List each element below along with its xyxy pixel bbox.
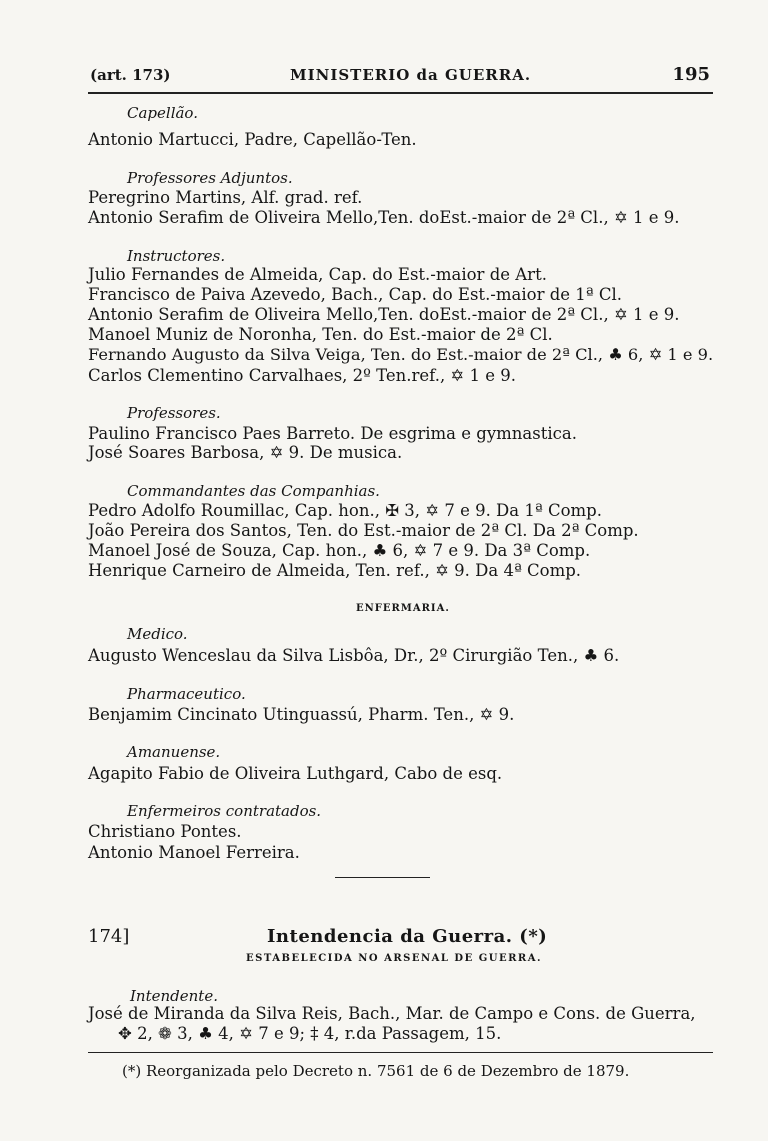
role-heading: Amanuense. — [127, 743, 221, 761]
entry-line: João Pereira dos Santos, Ten. do Est.-maior de 2ª Cl. Da 2ª Comp. — [88, 521, 639, 540]
header-title: MINISTERIO da GUERRA. — [290, 66, 532, 84]
entry-line: Benjamim Cincinato Utinguassú, Pharm. Ten., ✡ 9. — [88, 705, 515, 724]
role-heading: Enfermeiros contratados. — [127, 802, 322, 820]
header-rule — [88, 92, 713, 94]
role-heading: Commandantes das Companhias. — [127, 482, 380, 500]
entry-line: Henrique Carneiro de Almeida, Ten. ref., ✡ 9. Da 4ª Comp. — [88, 561, 582, 580]
role-heading: Pharmaceutico. — [127, 685, 246, 703]
entry-line: José de Miranda da Silva Reis, Bach., Mar. de Campo e Cons. de Guerra, — [88, 1004, 696, 1023]
page-number: 195 — [672, 64, 710, 85]
entry-line: Antonio Martucci, Padre, Capellão-Ten. — [88, 130, 417, 149]
entry-line: Carlos Clementino Carvalhaes, 2º Ten.ref., ✡ 1 e 9. — [88, 366, 516, 385]
entry-line: Antonio Manoel Ferreira. — [88, 843, 300, 862]
entry-line: Julio Fernandes de Almeida, Cap. do Est.-maior de Art. — [88, 265, 547, 284]
entry-line: Paulino Francisco Paes Barreto. De esgrima e gymnastica. — [88, 424, 577, 443]
entry-line: ✥ 2, ❁ 3, ♣ 4, ✡ 7 e 9; ‡ 4, r.da Passagem, 15. — [118, 1024, 502, 1043]
section-number: 174] — [88, 926, 130, 947]
role-heading: Professores Adjuntos. — [127, 169, 293, 187]
entry-line: José Soares Barbosa, ✡ 9. De musica. — [88, 443, 403, 462]
role-heading: Professores. — [127, 404, 221, 422]
entry-line: Antonio Serafim de Oliveira Mello,Ten. doEst.-maior de 2ª Cl., ✡ 1 e 9. — [88, 208, 680, 227]
role-heading: Capellão. — [127, 104, 198, 122]
section-subtitle: ESTABELECIDA NO ARSENAL DE GUERRA. — [246, 953, 542, 964]
entry-line: Peregrino Martins, Alf. grad. ref. — [88, 188, 363, 207]
entry-line: Christiano Pontes. — [88, 822, 242, 841]
role-heading: Medico. — [127, 625, 188, 643]
page-header — [90, 62, 710, 90]
section-divider — [335, 877, 430, 878]
entry-line: Manoel José de Souza, Cap. hon., ♣ 6, ✡ 7 e 9. Da 3ª Comp. — [88, 541, 591, 560]
entry-line: Francisco de Paiva Azevedo, Bach., Cap. do Est.-maior de 1ª Cl. — [88, 285, 623, 304]
section-title: Intendencia da Guerra. (*) — [267, 926, 548, 947]
entry-line: Agapito Fabio de Oliveira Luthgard, Cabo de esq. — [88, 764, 503, 783]
role-heading: Intendente. — [130, 987, 218, 1005]
entry-line: Pedro Adolfo Roumillac, Cap. hon., ✠ 3, ✡ 7 e 9. Da 1ª Comp. — [88, 501, 602, 520]
entry-line: Manoel Muniz de Noronha, Ten. do Est.-maior de 2ª Cl. — [88, 325, 553, 344]
header-article-ref: (art. 173) — [90, 66, 171, 84]
footnote: (*) Reorganizada pelo Decreto n. 7561 de 6 de Dezembro de 1879. — [122, 1062, 630, 1080]
entry-line: Augusto Wenceslau da Silva Lisbôa, Dr., 2º Cirurgião Ten., ♣ 6. — [88, 646, 620, 665]
entry-line: Antonio Serafim de Oliveira Mello,Ten. doEst.-maior de 2ª Cl., ✡ 1 e 9. — [88, 305, 680, 324]
role-heading: Instructores. — [127, 247, 226, 265]
subsection-heading: ENFERMARIA. — [356, 603, 450, 614]
entry-line: Fernando Augusto da Silva Veiga, Ten. do Est.-maior de 2ª Cl., ♣ 6, ✡ 1 e 9. — [88, 345, 714, 364]
footnote-rule — [88, 1052, 713, 1053]
